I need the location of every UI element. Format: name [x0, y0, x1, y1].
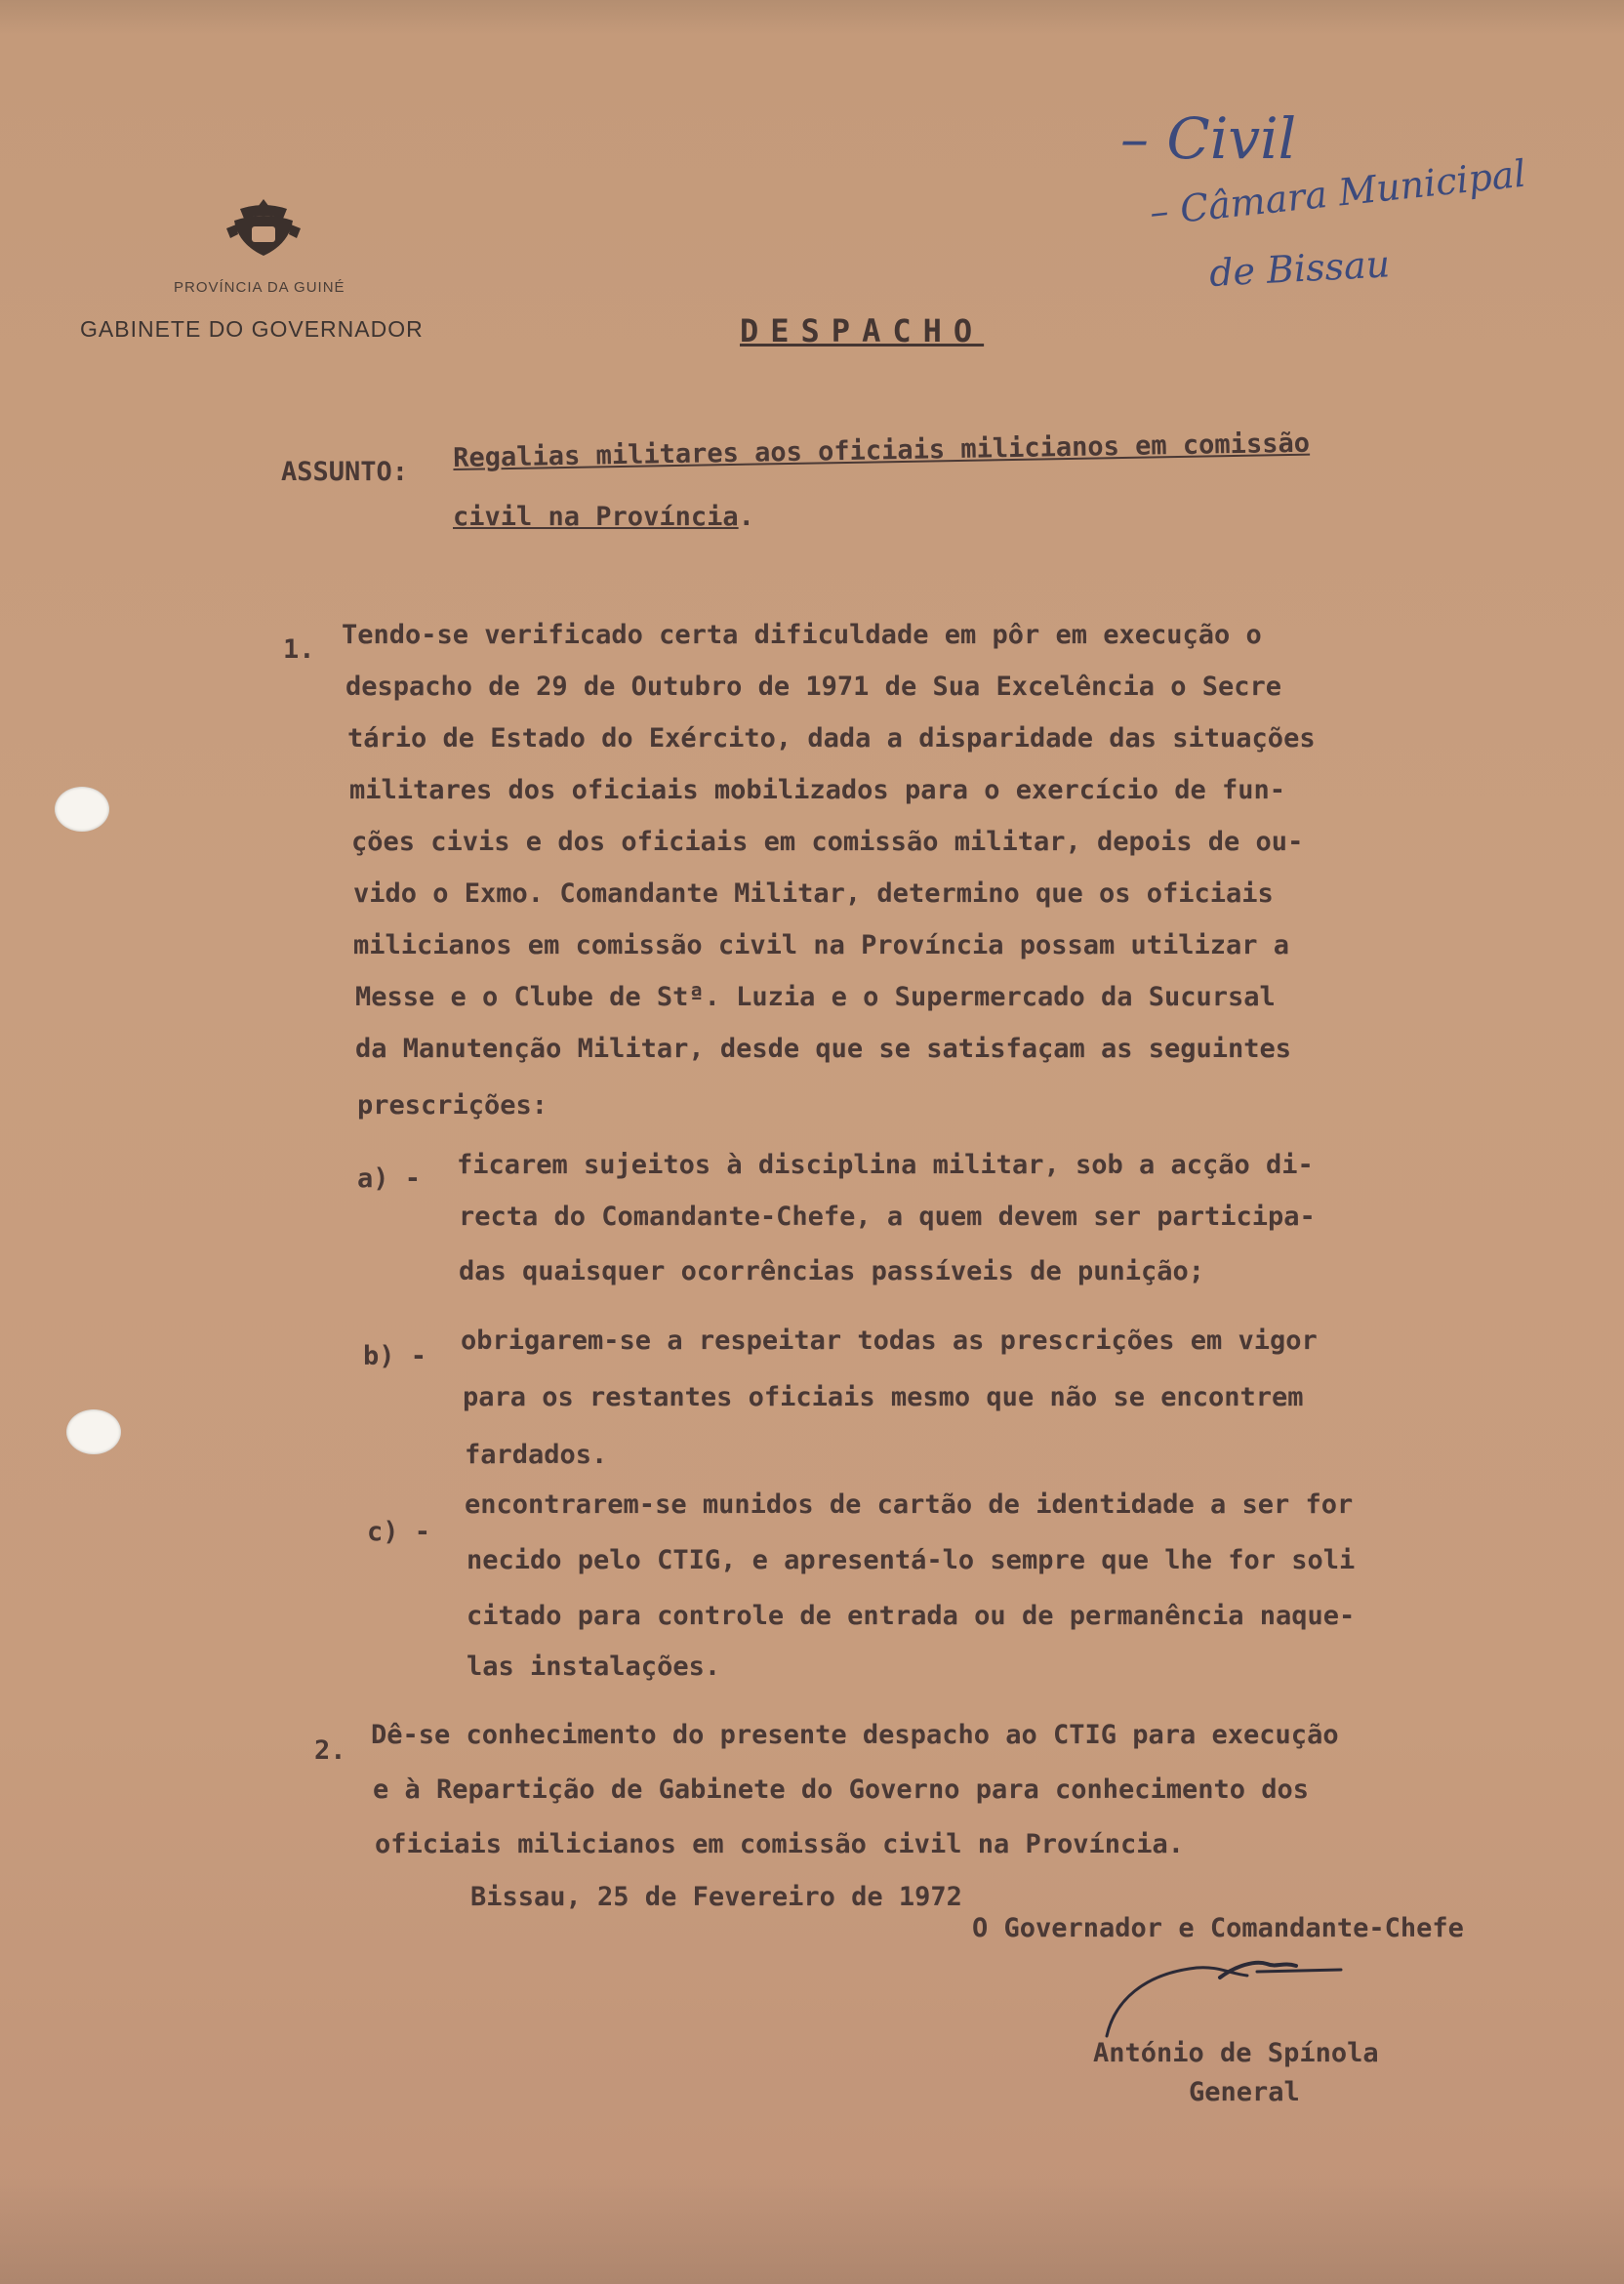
paragraph-number: 1. — [283, 634, 315, 665]
paragraph-number: 2. — [314, 1735, 346, 1766]
place-date: Bissau, 25 de Fevereiro de 1972 — [470, 1882, 962, 1912]
list-item-line: fardados. — [465, 1440, 608, 1470]
list-item-line: para os restantes oficiais mesmo que não se encontrem — [463, 1382, 1304, 1412]
handwritten-note-line: – Câmara Municipal — [1148, 151, 1528, 234]
paragraph-line: despacho de 29 de Outubro de 1971 de Sua Excelência o Secre — [345, 672, 1282, 702]
paragraph-line: Dê-se conhecimento do presente despacho ao CTIG para execução — [371, 1720, 1339, 1750]
list-item-line: encontrarem-se munidos de cartão de identidade a ser for — [465, 1489, 1354, 1520]
letterhead-province: PROVÍNCIA DA GUINÉ — [174, 279, 345, 296]
list-item-line: necido pelo CTIG, e apresentá-lo sempre que lhe for soli — [467, 1545, 1356, 1575]
paragraph-line: vido o Exmo. Comandante Militar, determino que os oficiais — [353, 878, 1274, 909]
paragraph-line: milicianos em comissão civil na Província possam utilizar a — [353, 930, 1290, 960]
paragraph-line: da Manutenção Militar, desde que se satisfaçam as seguintes — [355, 1034, 1292, 1064]
list-item-line: das quaisquer ocorrências passíveis de punição; — [459, 1256, 1205, 1286]
paragraph-line: prescrições: — [357, 1090, 548, 1121]
paragraph-line: Messe e o Clube de Stª. Luzia e o Supermercado da Sucursal — [355, 982, 1276, 1012]
paragraph-line: e à Repartição de Gabinete do Governo para conhecimento dos — [373, 1774, 1310, 1805]
document-title: DESPACHO — [740, 312, 985, 349]
letterhead-office: GABINETE DO GOVERNADOR — [80, 316, 424, 342]
list-item-line: las instalações. — [467, 1652, 721, 1682]
paragraph-line: militares dos oficiais mobilizados para o exercício de fun- — [349, 775, 1286, 805]
paragraph-line: ções civis e dos oficiais em comissão militar, depois de ou- — [351, 827, 1304, 857]
handwritten-note-line: – Civil — [1120, 105, 1297, 172]
list-item-label: a) - — [357, 1163, 422, 1194]
handwritten-note-line: de Bissau — [1208, 242, 1392, 295]
paragraph-line: oficiais milicianos em comissão civil na Província. — [375, 1829, 1185, 1859]
subject-line-text: civil na Província — [453, 502, 739, 532]
paragraph-line: Tendo-se verificado certa dificuldade em pôr em execução o — [342, 620, 1262, 650]
coat-of-arms-icon — [223, 195, 304, 262]
list-item-label: c) - — [367, 1517, 431, 1547]
signatory-rank: General — [1189, 2077, 1300, 2107]
paragraph-line: tário de Estado do Exército, dada a disparidade das situações — [347, 723, 1316, 754]
subject-period: . — [738, 502, 754, 532]
list-item-line: ficarem sujeitos à disciplina militar, sob a acção di- — [457, 1150, 1314, 1180]
punch-hole — [55, 787, 109, 832]
list-item-line: recta do Comandante-Chefe, a quem devem ser participa- — [459, 1202, 1316, 1232]
subject-line — [453, 502, 754, 532]
list-item-line: citado para controle de entrada ou de permanência naque- — [467, 1601, 1356, 1631]
list-item-line: obrigarem-se a respeitar todas as prescrições em vigor — [461, 1326, 1318, 1356]
punch-hole — [66, 1409, 121, 1454]
list-item-label: b) - — [363, 1341, 427, 1371]
subject-label: ASSUNTO: — [281, 457, 409, 487]
subject-line: Regalias militares aos oficiais milicianos em comissão — [453, 428, 1311, 473]
signatory-name: António de Spínola — [1093, 2038, 1379, 2068]
signatory-title: O Governador e Comandante-Chefe — [972, 1913, 1464, 1943]
